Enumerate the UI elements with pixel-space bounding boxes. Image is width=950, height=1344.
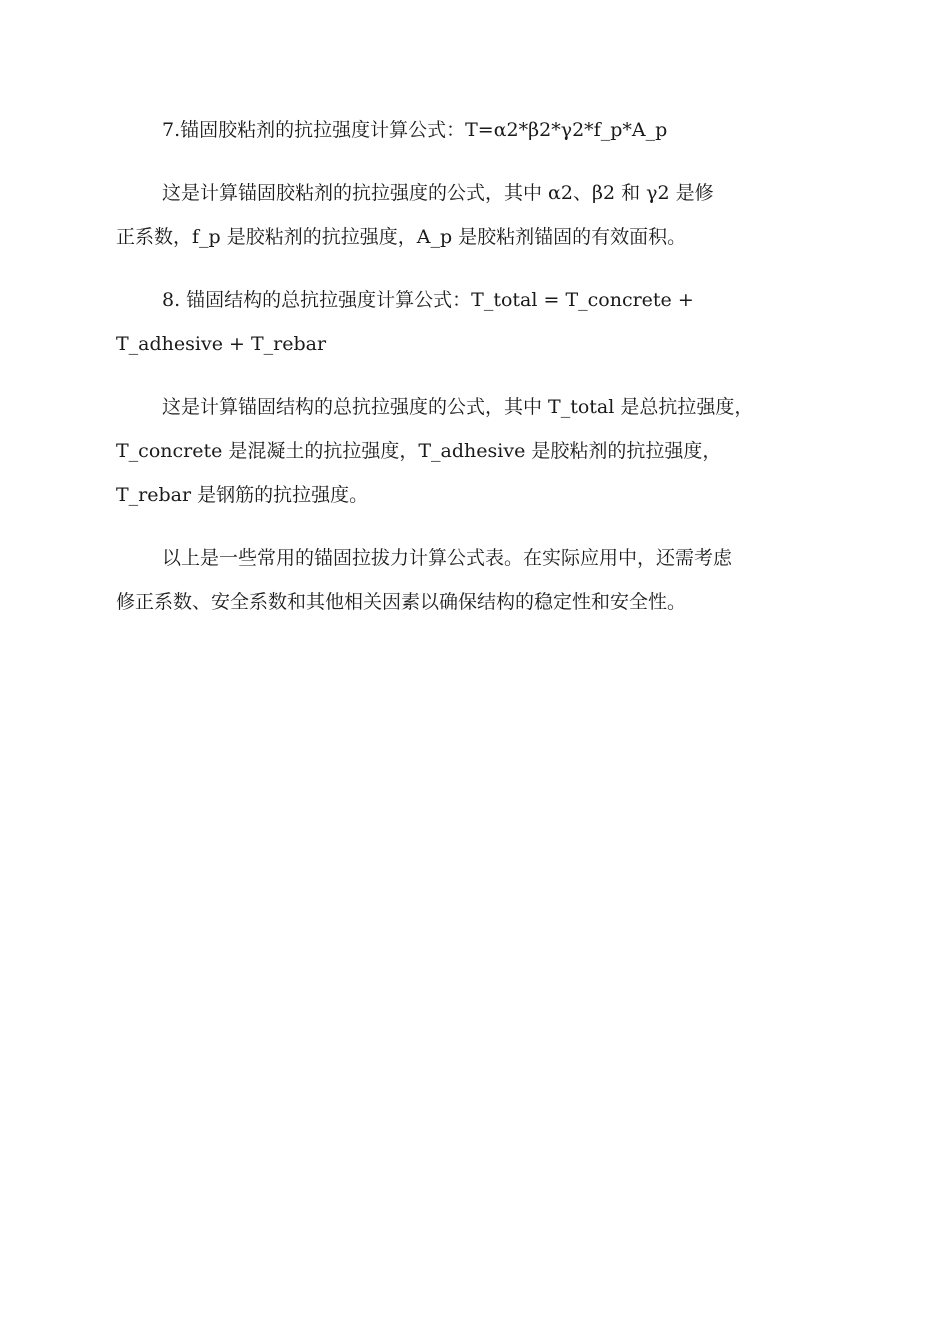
- paragraph-formula-7-explanation: [116, 171, 856, 259]
- text-line: T_concrete 是混凝土的抗拉强度，T_adhesive 是胶粘剂的抗拉强度，: [116, 440, 722, 462]
- text-line: 以上是一些常用的锚固拉拔力计算公式表。在实际应用中，还需考虑: [162, 547, 733, 569]
- paragraph-formula-8-explanation: [116, 385, 856, 517]
- text-line: T_adhesive + T_rebar: [116, 333, 327, 355]
- text-line: 修正系数、安全系数和其他相关因素以确保结构的稳定性和安全性。: [116, 591, 687, 613]
- paragraph-formula-7: [116, 108, 856, 152]
- paragraph-formula-8: [116, 278, 856, 366]
- text-line: 正系数，f_p 是胶粘剂的抗拉强度，A_p 是胶粘剂锚固的有效面积。: [116, 226, 687, 248]
- text-line: 8. 锚固结构的总抗拉强度计算公式：T_total = T_concrete +: [162, 289, 694, 311]
- text-line: 这是计算锚固胶粘剂的抗拉强度的公式，其中 α2、β2 和 γ2 是修: [162, 182, 714, 204]
- paragraph-conclusion: [116, 536, 856, 624]
- text-line: 这是计算锚固结构的总抗拉强度的公式，其中 T_total 是总抗拉强度，: [162, 396, 754, 418]
- text-line: T_rebar 是钢筋的抗拉强度。: [116, 484, 369, 506]
- text-line: 7.锚固胶粘剂的抗拉强度计算公式：T=α2*β2*γ2*f_p*A_p: [162, 119, 668, 141]
- document-body: [116, 108, 856, 643]
